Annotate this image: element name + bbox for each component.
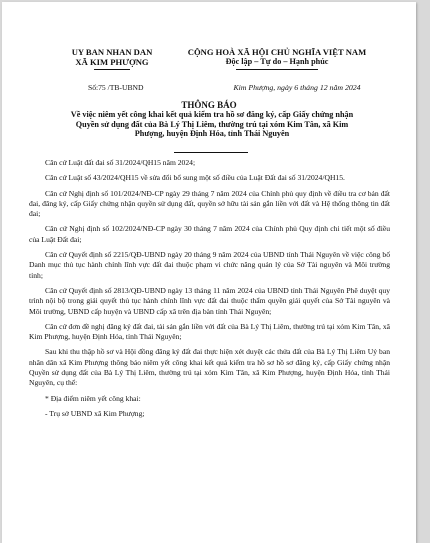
paragraph-7: Căn cứ đơn đề nghị đăng ký đất đai, tài sản gắn liền với đất của Bà Lý Thị Liêm, thường trú tại xóm Kim Tân, xã Kim Phượng, huyện Định Hóa, tỉnh Thái Nguyên; [29,321,390,342]
authority-line-2: XÃ KIM PHƯỢNG [75,57,149,67]
country-name: CỘNG HOÀ XÃ HỘI CHỦ NGHĨA VIỆT NAM [187,47,367,57]
paragraph-2: Căn cứ Luật số 43/2024/QH15 về sửa đổi bổ sung một số điều của Luật Đất đai số 31/2024/QH15. [45,173,345,183]
authority-line-1: UY BAN NHAN DAN [71,47,153,57]
paragraph-1: Căn cứ Luật đất đai số 31/2024/QH15 năm 2024; [45,158,196,167]
motto-underline [236,69,318,70]
authority-underline [94,69,130,70]
document-subject: Về việc niêm yết công khai kết quả kiểm tra hồ sơ đăng ký, cấp Giấy chứng nhận Quyền sử dụng đất của Bà Lý Thị Liêm, thường trú tại xóm Kim Tân, xã Kim Phượng, huyện Định Hóa, tỉnh Thái Nguyên [70,110,354,139]
paragraph-3: Căn cứ Nghị định số 101/2024/NĐ-CP ngày 29 tháng 7 năm 2024 của Chính phủ quy định về điều tra cơ bản đất đai, đăng ký, cấp Giấy chứng nhận quyền sử dụng đất, quyền sở hữu tài sản gắn liền với đất và Hệ thống thông tin đất đai; [29,188,390,219]
national-motto: Độc lập – Tự do – Hạnh phúc [225,57,329,66]
place-date: Kim Phượng, ngày 6 tháng 12 năm 2024 [233,83,361,92]
document-page [2,2,416,543]
national-heading [182,47,372,70]
paragraph-6: Căn cứ Quyết định số 2813/QĐ-UBND ngày 13 tháng 11 năm 2024 của UBND tỉnh Thái Nguyên Phê duyệt quy trình nội bộ trong giải quyết thủ tục hành chính lĩnh vực đất đai thuộc thẩm quyền giải quyết của Sở Tài nguyên và Môi trường, UBND cấp huyện và UBND cấp xã trên địa bàn tỉnh Thái Nguyên; [29,285,390,316]
paragraph-8: Sau khi thu thập hồ sơ và Hội đồng đăng ký đất đai thực hiện xét duyệt các thửa đất của Bà Lý Thị Liêm Uỷ ban nhân dân xã Kim Phượng thông báo niêm yết công khai kết quả kiểm tra hồ sơ hồ sơ đăng ký, cấp Giấy chứng nhận Quyền sử dụng đất của Bà Lý Thị Liêm, thường trú tại xóm Kim Tân, xã Kim Phượng, huyện Định Hóa, tỉnh Thái Nguyên, cụ thể: [29,347,390,388]
paragraph-4: Căn cứ Nghị định số 102/2024/NĐ-CP ngày 30 tháng 7 năm 2024 của Chính phủ Quy định chi tiết một số điều của Luật Đất đai; [29,224,390,244]
paragraph-5: Căn cứ Quyết định số 2215/QĐ-UBND ngày 20 tháng 9 năm 2024 của UBND tỉnh Thái Nguyên về việc công bố Danh mục thủ tục hành chính lĩnh vực đất đai thuộc phạm vi chức năng quản lý của Sở Tài nguyên và Môi trường tỉnh; [29,250,390,280]
paragraph-10: - Trụ sở UBND xã Kim Phượng; [45,408,145,418]
document-body [29,158,390,424]
document-number: Số:75 /TB-UBND [88,83,144,92]
paragraph-9: * Địa điểm niêm yết công khai: [45,393,141,403]
issuing-authority [42,47,182,70]
subject-underline [174,152,248,153]
document-title: THÔNG BÁO [181,100,237,110]
